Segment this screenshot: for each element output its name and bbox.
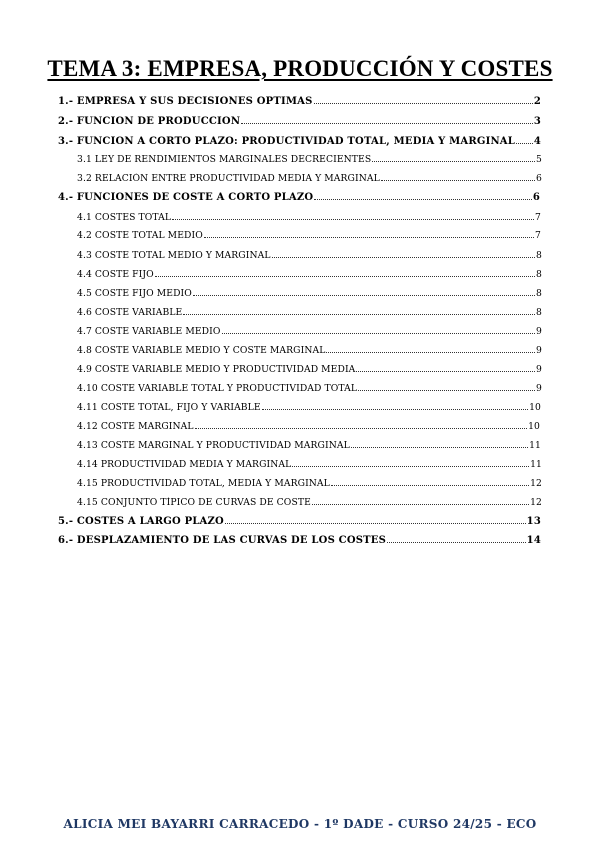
toc-entry-page: 9 <box>536 383 542 394</box>
document-title: TEMA 3: EMPRESA, PRODUCCIÓN Y COSTES <box>47 56 553 81</box>
toc-entry-page: 8 <box>536 307 542 318</box>
toc-entry-page: 12 <box>530 478 542 489</box>
toc-entry-page: 11 <box>530 459 542 470</box>
toc-entry-4-12[interactable] <box>77 421 540 432</box>
toc-entry-1[interactable] <box>58 96 541 107</box>
toc-entry-4-11[interactable] <box>77 402 541 413</box>
toc-dot-leader <box>358 390 535 391</box>
toc-entry-page: 7 <box>535 212 541 223</box>
toc-dot-leader <box>314 103 533 104</box>
toc-entry-label: 4.12 COSTE MARGINAL <box>77 421 194 432</box>
toc-dot-leader <box>326 352 535 353</box>
toc-entry-2[interactable] <box>58 116 541 127</box>
toc-entry-page: 11 <box>529 440 541 451</box>
toc-entry-label: 4.10 COSTE VARIABLE TOTAL Y PRODUCTIVIDAD TOTAL <box>77 383 358 394</box>
toc-entry-label: 4.8 COSTE VARIABLE MEDIO Y COSTE MARGINAL <box>77 345 326 356</box>
toc-entry-page: 6 <box>532 192 540 203</box>
toc-entry-3[interactable] <box>58 136 541 147</box>
toc-entry-4-14[interactable] <box>77 459 542 470</box>
toc-entry-label: 4.9 COSTE VARIABLE MEDIO Y PRODUCTIVIDAD MEDIA <box>77 364 356 375</box>
toc-entry-page: 5 <box>536 154 542 165</box>
toc-dot-leader <box>272 257 536 258</box>
toc-entry-label: 4.- FUNCIONES DE COSTE A CORTO PLAZO <box>58 192 314 203</box>
toc-dot-leader <box>387 542 526 543</box>
toc-entry-3-1[interactable] <box>77 154 542 165</box>
toc-dot-leader <box>204 237 534 238</box>
toc-entry-label: 2.- FUNCIÓN DE PRODUCCIÓN <box>58 116 241 127</box>
toc-entry-page: 10 <box>528 421 540 432</box>
toc-entry-label: 4.2 COSTE TOTAL MEDIO <box>77 230 203 241</box>
toc-entry-label: 4.6 COSTE VARIABLE <box>77 307 183 318</box>
toc-dot-leader <box>241 123 533 124</box>
toc-dot-leader <box>356 371 535 372</box>
toc-entry-4-3[interactable] <box>77 250 542 261</box>
toc-entry-label: 6.- DESPLAZAMIENTO DE LAS CURVAS DE LOS COSTES <box>58 535 387 546</box>
toc-dot-leader <box>292 466 529 467</box>
toc-entry-label: 4.15 PRODUCTIVIDAD TOTAL, MEDIA Y MARGINAL <box>77 478 330 489</box>
toc-entry-4[interactable] <box>58 192 540 203</box>
toc-entry-4-13[interactable] <box>77 440 541 451</box>
toc-entry-4-9[interactable] <box>77 364 542 375</box>
toc-entry-page: 3 <box>533 116 541 127</box>
toc-dot-leader <box>516 143 533 144</box>
toc-entry-4-7[interactable] <box>77 326 542 337</box>
toc-entry-label: 3.2 RELACIÓN ENTRE PRODUCTIVIDAD MEDIA Y MARGINAL <box>77 173 380 184</box>
toc-entry-label: 3.1 LEY DE RENDIMIENTOS MARGINALES DECRECIENTES <box>77 154 372 165</box>
toc-entry-label: 4.7 COSTE VARIABLE MEDIO <box>77 326 221 337</box>
toc-dot-leader <box>225 523 526 524</box>
toc-dot-leader <box>331 485 529 486</box>
toc-dot-leader <box>381 180 535 181</box>
toc-entry-3-2[interactable] <box>77 173 542 184</box>
toc-entry-page: 4 <box>533 136 541 147</box>
toc-entry-4-1[interactable] <box>77 212 541 223</box>
toc-entry-page: 14 <box>526 535 541 546</box>
toc-entry-label: 3.- FUNCIÓN A CORTO PLAZO: PRODUCTIVIDAD TOTAL, MEDIA Y MARGINAL <box>58 136 515 147</box>
toc-entry-page: 13 <box>526 516 541 527</box>
toc-dot-leader <box>314 199 532 200</box>
toc-entry-page: 9 <box>536 326 542 337</box>
toc-entry-page: 9 <box>536 364 542 375</box>
toc-entry-6[interactable] <box>58 535 541 546</box>
toc-dot-leader <box>262 409 528 410</box>
toc-dot-leader <box>222 333 536 334</box>
toc-entry-4-6[interactable] <box>77 307 542 318</box>
toc-entry-page: 10 <box>529 402 541 413</box>
toc-entry-5[interactable] <box>58 516 541 527</box>
toc-dot-leader <box>372 161 535 162</box>
toc-entry-4-5[interactable] <box>77 288 542 299</box>
toc-dot-leader <box>183 314 535 315</box>
toc-entry-page: 7 <box>535 230 541 241</box>
toc-entry-page: 2 <box>533 96 541 107</box>
toc-dot-leader <box>172 219 534 220</box>
document-footer: ALICIA MEI BAYARRI CARRACEDO - 1º DADE - CURSO 24/25 - ECO <box>63 817 537 831</box>
toc-entry-label: 5.- COSTES A LARGO PLAZO <box>58 516 224 527</box>
toc-entry-page: 12 <box>530 497 542 508</box>
toc-entry-label: 1.- EMPRESA Y SUS DECISIONES ÓPTIMAS <box>58 96 313 107</box>
toc-dot-leader <box>193 295 535 296</box>
toc-dot-leader <box>155 276 535 277</box>
toc-entry-label: 4.14 PRODUCTIVIDAD MEDIA Y MARGINAL <box>77 459 292 470</box>
toc-entry-label: 4.4 COSTE FIJO <box>77 269 154 280</box>
toc-entry-4-8[interactable] <box>77 345 542 356</box>
toc-entry-4-15b[interactable] <box>77 497 542 508</box>
toc-entry-4-15a[interactable] <box>77 478 542 489</box>
toc-entry-label: 4.1 COSTES TOTAL <box>77 212 172 223</box>
toc-dot-leader <box>351 447 528 448</box>
toc-entry-page: 9 <box>536 345 542 356</box>
toc-entry-label: 4.3 COSTE TOTAL MEDIO Y MARGINAL <box>77 250 271 261</box>
toc-entry-label: 4.15 CONJUNTO TÍPICO DE CURVAS DE COSTE <box>77 497 311 508</box>
toc-entry-4-10[interactable] <box>77 383 542 394</box>
toc-entry-label: 4.5 COSTE FIJO MEDIO <box>77 288 192 299</box>
toc-entry-4-2[interactable] <box>77 230 541 241</box>
toc-entry-4-4[interactable] <box>77 269 542 280</box>
toc-entry-page: 8 <box>536 269 542 280</box>
toc-entry-page: 8 <box>536 250 542 261</box>
toc-entry-page: 8 <box>536 288 542 299</box>
toc-entry-page: 6 <box>536 173 542 184</box>
toc-dot-leader <box>312 504 529 505</box>
toc-entry-label: 4.13 COSTE MARGINAL Y PRODUCTIVIDAD MARGINAL <box>77 440 350 451</box>
toc-entry-label: 4.11 COSTE TOTAL, FIJO Y VARIABLE <box>77 402 261 413</box>
toc-dot-leader <box>195 428 528 429</box>
